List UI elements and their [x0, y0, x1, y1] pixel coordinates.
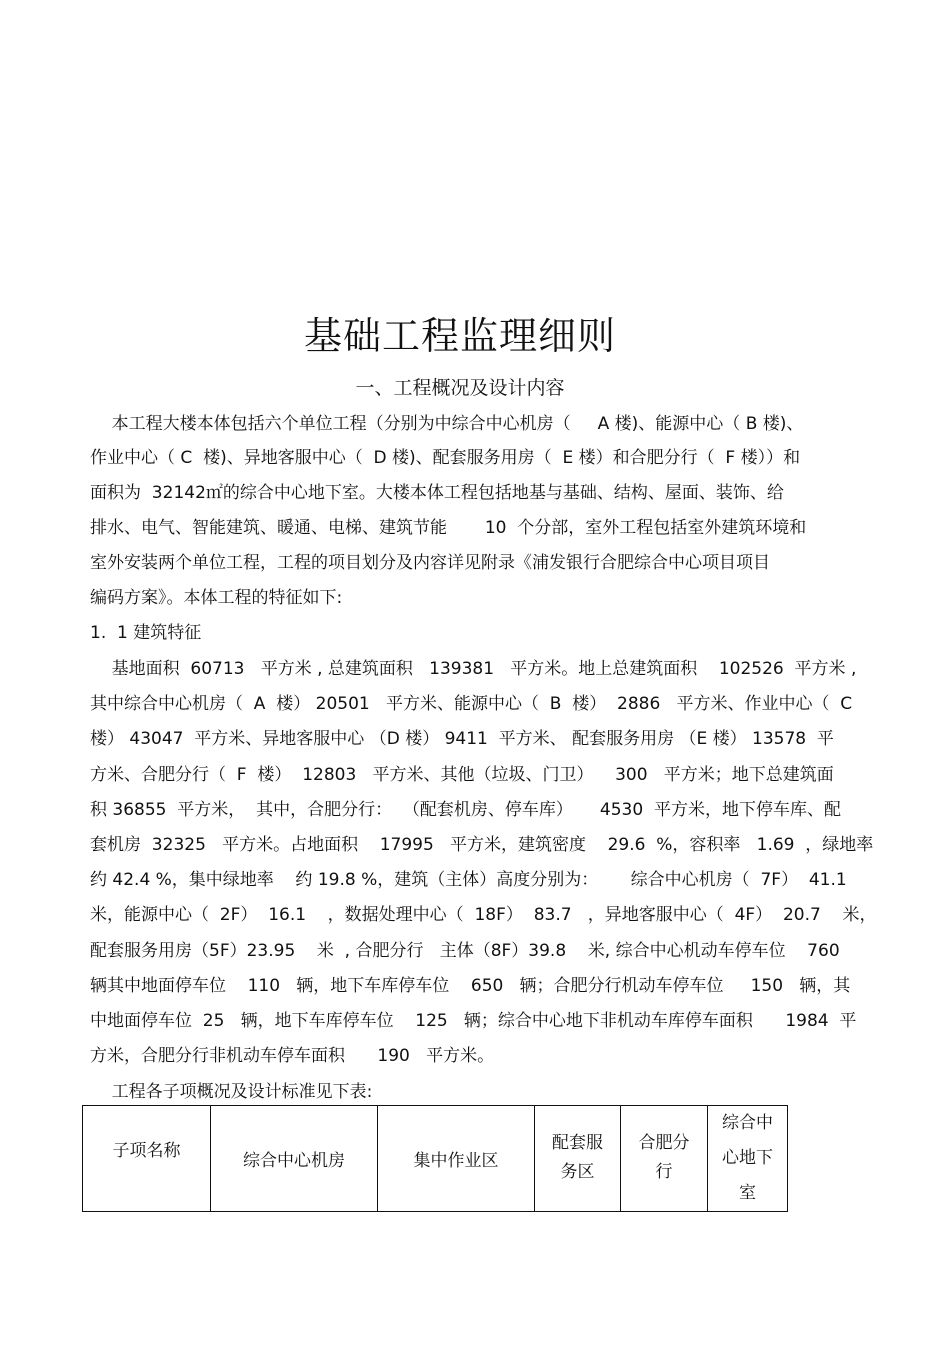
intro-line: 编码方案》。本体工程的特征如下:: [90, 588, 343, 608]
feature-line: 积 36855 平方米， 其中，合肥分行： （配套机房、停车库） 4530 平方米，地下停车库、配: [90, 800, 841, 820]
intro-line: 面积为 32142㎡的综合中心地下室。大楼本体工程包括地基与基础、结构、屋面、装饰、给: [90, 483, 784, 503]
feature-line: 方米，合肥分行非机动车停车面积 190 平方米。: [90, 1046, 495, 1066]
feature-line: 配套服务用房（5F）23.95 米 , 合肥分行 主体（8F）39.8 米, 综合中心机动车停车位 760: [90, 941, 840, 961]
table-header-cell: 子项名称: [83, 1106, 211, 1212]
feature-line: 辆其中地面停车位 110 辆，地下车库停车位 650 辆；合肥分行机动车停车位 150 辆，其: [90, 976, 851, 996]
table-header-cell: 配套服 务区: [535, 1106, 621, 1212]
table-header-cell: 集中作业区: [378, 1106, 535, 1212]
feature-line: 基地面积 60713 平方米 , 总建筑面积 139381 平方米。地上总建筑面积 102526 平方米 ,: [90, 659, 857, 679]
feature-line: 其中综合中心机房（ A 楼） 20501 平方米、能源中心（ B 楼） 2886 平方米、作业中心（ C: [90, 694, 853, 714]
intro-line: 本工程大楼本体包括六个单位工程（分别为中综合中心机房（ A 楼)、能源中心（ B 楼)、: [90, 414, 804, 434]
intro-line: 作业中心（ C 楼)、异地客服中心（ D 楼)、配套服务用房（ E 楼）和合肥分行（ F 楼））和: [90, 448, 801, 468]
feature-line: 方米、合肥分行（ F 楼） 12803 平方米、其他（垃圾、门卫） 300 平方米；地下总建筑面: [90, 765, 834, 785]
table-header-cell: 综合中心机房: [211, 1106, 378, 1212]
feature-line: 套机房 32325 平方米。占地面积 17995 平方米，建筑密度 29.6 %，容积率 1.69 ，绿地率: [90, 835, 874, 855]
subitem-table: [82, 1105, 788, 1212]
document-title: 基础工程监理细则: [303, 314, 616, 358]
table-header-cell: 合肥分 行: [621, 1106, 708, 1212]
feature-line: 中地面停车位 25 辆，地下车库停车位 125 辆；综合中心地下非机动车库停车面积 1984 平: [90, 1011, 857, 1031]
intro-line: 室外安装两个单位工程，工程的项目划分及内容详见附录《浦发银行合肥综合中心项目项目: [90, 553, 770, 573]
subheading: 1. 1 建筑特征: [90, 623, 202, 643]
table-header-cell: 综合中 心地下 室: [708, 1106, 788, 1212]
table-intro: 工程各子项概况及设计标准见下表:: [90, 1082, 373, 1102]
section-heading: 一、工程概况及设计内容: [355, 377, 565, 399]
intro-line: 排水、电气、智能建筑、暖通、电梯、建筑节能 10 个分部，室外工程包括室外建筑环境和: [90, 518, 807, 538]
feature-line: 楼） 43047 平方米、异地客服中心 （D 楼） 9411 平方米、 配套服务用房 （E 楼） 13578 平: [90, 729, 834, 749]
feature-line: 米，能源中心（ 2F） 16.1 ，数据处理中心（ 18F） 83.7 ，异地客服中心（ 4F） 20.7 米，: [90, 905, 877, 925]
feature-line: 约 42.4 %，集中绿地率 约 19.8 %，建筑（主体）高度分别为： 综合中心机房（ 7F） 41.1: [90, 870, 847, 890]
table-header-row: [83, 1106, 788, 1212]
